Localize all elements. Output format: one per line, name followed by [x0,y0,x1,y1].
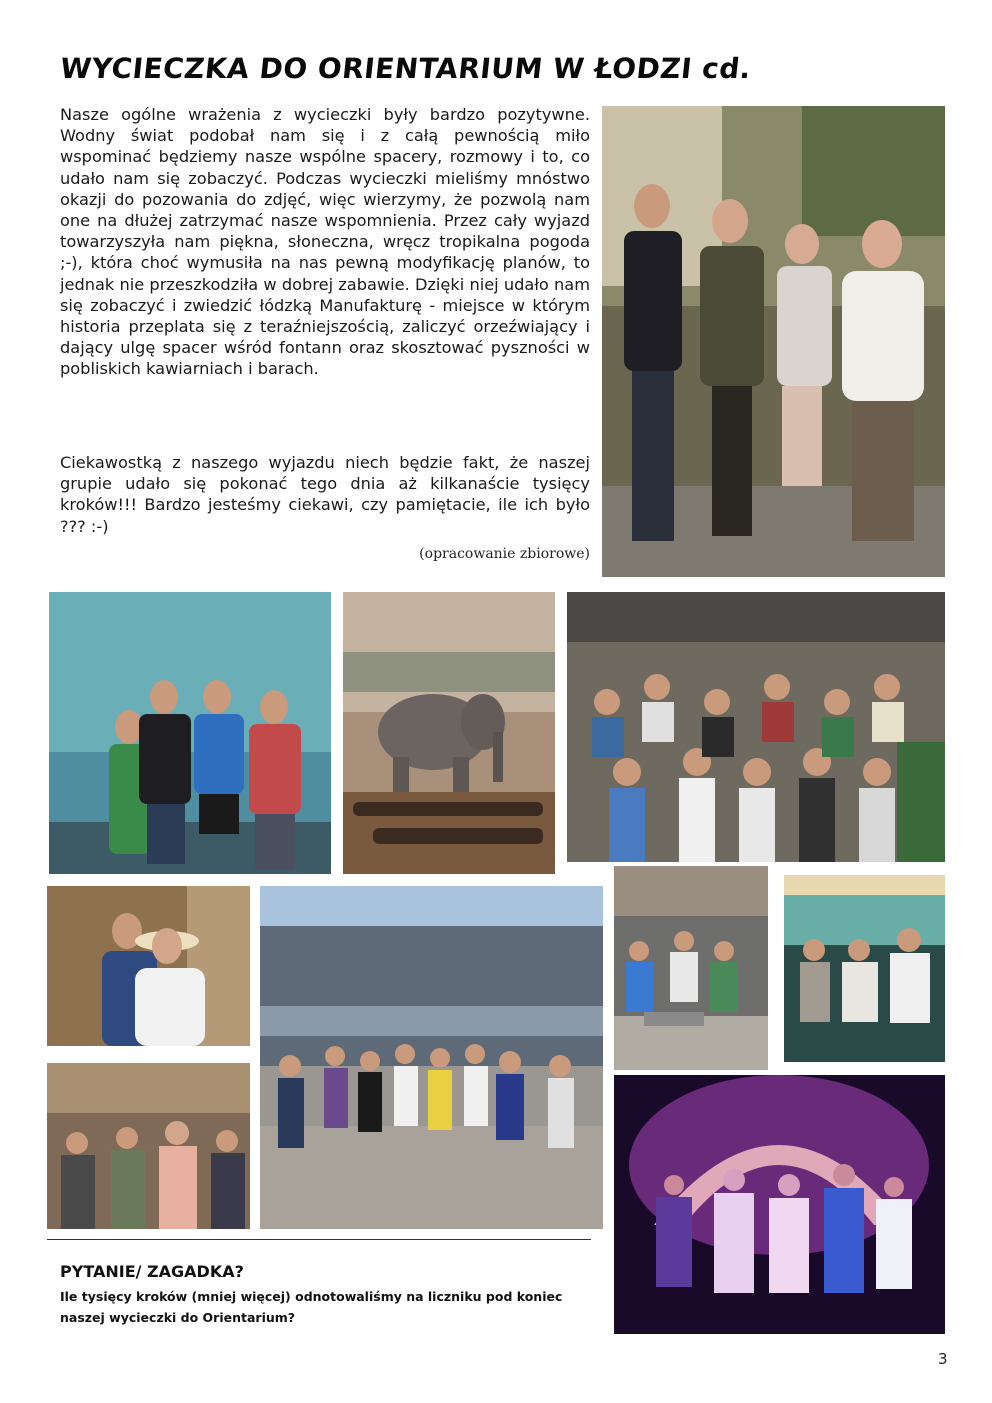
article-paragraph-2: Ciekawostką z naszego wyjazdu niech będzie fakt, że naszej grupie udało się pokonać tego dnia aż kilkanaście tysięcy kroków!!! Bardzo jesteśmy ciekawi, czy pamiętacie, ile ich było ??? :-) [60,453,590,536]
photo-women-hats [47,886,250,1046]
photo-elephant [343,592,555,874]
article-paragraph-1: Nasze ogólne wrażenia z wycieczki były bardzo pozytywne. Wodny świat podobał nam się i z całą pewnością miło wspominać będziemy nasze wspólne spacery, rozmowy i to, co udało nam się zobaczyć. Podczas wycieczki mieliśmy mnóstwo okazji do pozowania do zdjęć, więc wierzymy, że pozwolą nam one na dłużej zatrzymać nasze wspomnienia. Przez cały wyjazd towarzyszyła nam piękna, słoneczna, wręcz tropikalna pogoda ;-), która choć wymusiła na nas pewną modyfikację planów, to jednak nie przeszkodziła w dobrej zabawie. Dzięki niej udało nam się zobaczyć i zwiedzić łódzką Manufakturę - miejsce w którym historia przeplata się z teraźniejszością, zaliczyć orzeźwiający i dający ulgę spacer wśród fontann oraz skosztować pyszności w pobliskich kawiarniach i barach. [60,105,590,379]
photo-audience-crowd [567,592,945,862]
photo-aquarium-group [49,592,331,874]
page-title: WYCIECZKA DO ORIENTARIUM W ŁODZI cd. [58,52,753,85]
photo-restaurant-group [47,1063,250,1229]
photo-plaza-group [260,886,603,1229]
photo-aquarium-tunnel [784,875,945,1062]
photo-group-portrait [602,106,945,577]
photo-shark-mouth [614,1075,945,1334]
question-text: Ile tysięcy kroków (mniej więcej) odnotowaliśmy na liczniku pod koniec naszej wycieczki do Orientarium? [60,1289,563,1325]
photo-seated-group [614,866,768,1070]
question-heading: PYTANIE/ ZAGADKA? [60,1262,244,1281]
section-divider [47,1239,591,1240]
author-credit: (opracowanie zbiorowe) [419,546,590,562]
page-number: 3 [938,1350,948,1368]
